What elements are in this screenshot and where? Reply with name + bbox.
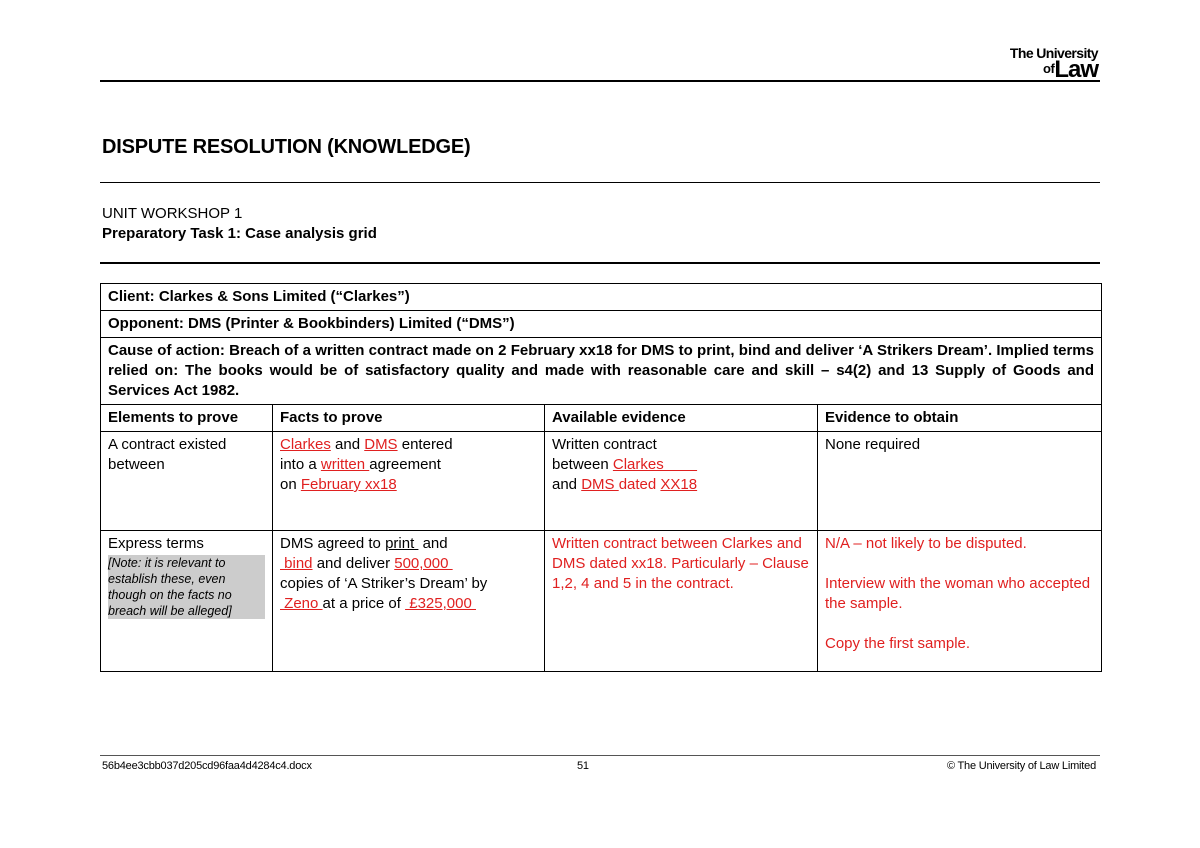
- fact-agreement: agreement: [369, 456, 441, 473]
- fact-print: print: [385, 535, 419, 552]
- element-cell: [101, 531, 273, 672]
- obtain-line1: N/A – not likely to be disputed.: [825, 535, 1027, 552]
- opponent-cell: Opponent: DMS (Printer & Bookbinders) Limited (“DMS”): [101, 311, 1102, 338]
- fact-clarkes: Clarkes: [280, 436, 331, 453]
- obtain-cell: None required: [818, 432, 1102, 531]
- fact-price: £325,000: [405, 595, 476, 612]
- fact-price-text: at a price of: [322, 595, 406, 612]
- facts-cell: [273, 531, 545, 672]
- col-header-elements: Elements to prove: [101, 405, 273, 432]
- fact-date: February xx18: [300, 476, 397, 493]
- relevance-note: [Note: it is relevant to establish these, even though on the facts no breach will be alleged]: [108, 555, 265, 619]
- table-row: [101, 432, 1102, 531]
- footer-copyright: © The University of Law Limited: [946, 760, 1096, 772]
- fact-quantity: 500,000: [394, 555, 453, 572]
- ev-clarkes: Clarkes: [612, 456, 698, 473]
- logo-of: of: [1043, 61, 1055, 76]
- title-rule: [100, 182, 1100, 183]
- case-analysis-grid: [100, 283, 1102, 672]
- evidence-cell: [545, 432, 818, 531]
- client-row: [101, 284, 1102, 311]
- header-rule: [100, 80, 1100, 82]
- fact-and: and: [418, 535, 448, 552]
- unit-label: UNIT WORKSHOP 1: [102, 205, 243, 222]
- ev-line1: Written contract: [552, 436, 657, 453]
- fact-bind: bind: [280, 555, 313, 572]
- column-header-row: [101, 405, 1102, 432]
- task-label: Preparatory Task 1: Case analysis grid: [102, 225, 377, 242]
- fact-dms-agreed: DMS agreed to: [280, 535, 386, 552]
- opponent-row: [101, 311, 1102, 338]
- client-cell: Client: Clarkes & Sons Limited (“Clarkes”): [101, 284, 1102, 311]
- fact-deliver: and deliver: [312, 555, 395, 572]
- fact-into: into a: [280, 456, 321, 473]
- obtain-line3: Copy the first sample.: [825, 635, 971, 652]
- fact-dms: DMS: [364, 436, 398, 453]
- footer-filename: 56b4ee3cbb037d205cd96faa4d4284c4.docx: [102, 760, 312, 772]
- ev-and: and: [552, 476, 582, 493]
- element-express-terms: Express terms: [108, 535, 204, 552]
- facts-cell: [273, 432, 545, 531]
- page-title: DISPUTE RESOLUTION (KNOWLEDGE): [102, 136, 471, 158]
- unit-rule: [100, 262, 1100, 264]
- cause-cell: Cause of action: Breach of a written contract made on 2 February xx18 for DMS to print, bind and deliver ‘A Strikers Dream’. Implied terms relied on: The books would be of satisfactory quality and made with reasonable care and skill – s4(2) and 13 Supply of Goods and Services Act 1982.: [101, 338, 1102, 405]
- col-header-available-evidence: Available evidence: [545, 405, 818, 432]
- footer-page-number: 51: [577, 760, 589, 772]
- element-cell: A contract existed between: [101, 432, 273, 531]
- ev-xx18: XX18: [660, 476, 698, 493]
- evidence-cell: Written contract between Clarkes and DMS dated xx18. Particularly – Clause 1,2, 4 and 5 in the contract.: [545, 531, 818, 672]
- footer-rule: [100, 755, 1100, 756]
- col-header-facts: Facts to prove: [273, 405, 545, 432]
- logo-line1: The University: [1009, 45, 1098, 61]
- table-row: [101, 531, 1102, 672]
- fact-and: and: [330, 436, 365, 453]
- fact-copies: copies of ‘A Striker’s Dream’ by: [280, 575, 488, 592]
- fact-on: on: [280, 476, 301, 493]
- fact-entered: entered: [397, 436, 453, 453]
- ev-dms: DMS: [581, 476, 619, 493]
- cause-row: [101, 338, 1102, 405]
- ev-between: between: [552, 456, 613, 473]
- university-of-law-logo: [1010, 46, 1098, 82]
- unit-heading: [102, 204, 377, 244]
- ev-dated: dated: [618, 476, 661, 493]
- fact-zeno: Zeno: [280, 595, 323, 612]
- logo-law: Law: [1054, 56, 1098, 83]
- obtain-cell: [818, 531, 1102, 672]
- col-header-evidence-to-obtain: Evidence to obtain: [818, 405, 1102, 432]
- obtain-line2: Interview with the woman who accepted the sample.: [825, 575, 1091, 612]
- fact-written: written: [320, 456, 370, 473]
